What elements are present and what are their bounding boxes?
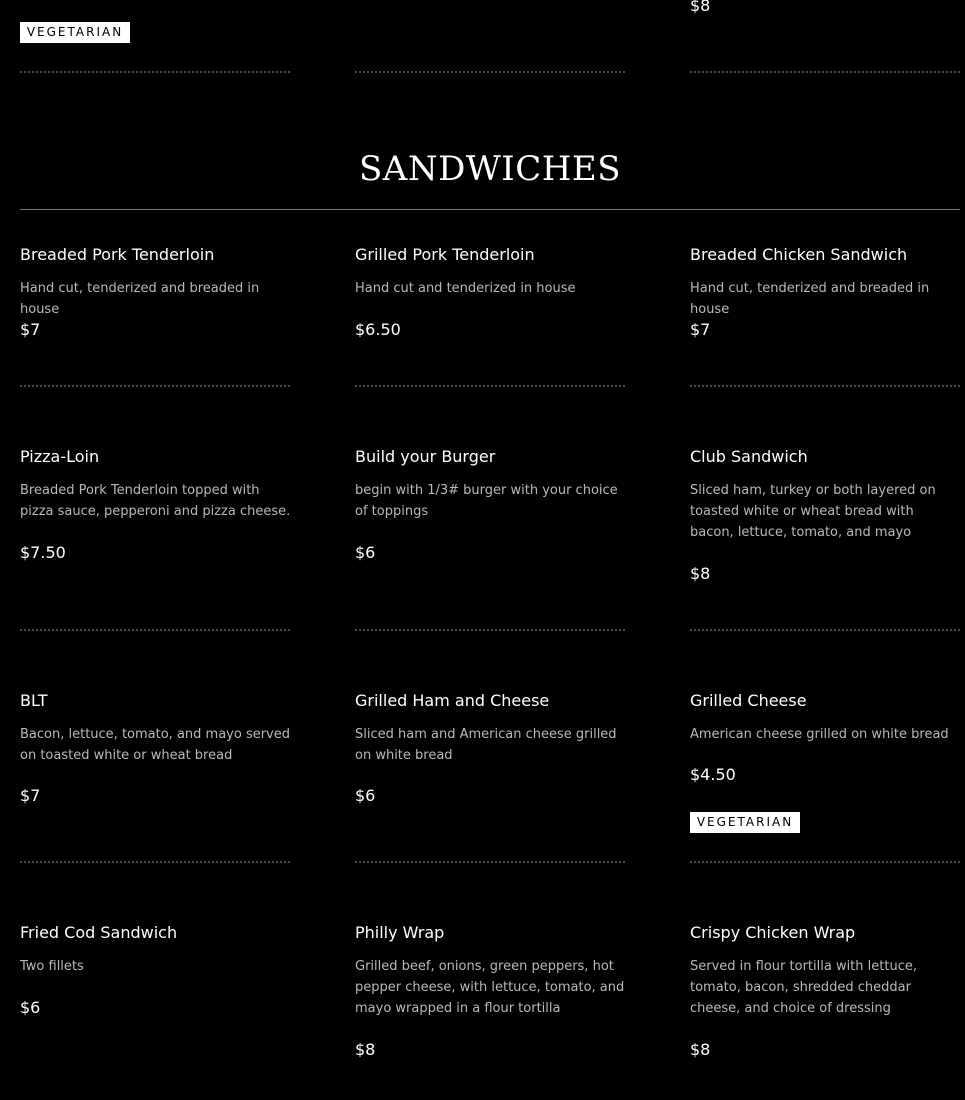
item-separator	[690, 629, 960, 631]
item-price: $4.50	[690, 765, 736, 784]
item-name: Grilled Ham and Cheese	[355, 691, 550, 710]
vegetarian-badge: VEGETARIAN	[20, 22, 130, 43]
item-separator	[355, 71, 625, 73]
item-separator	[355, 861, 625, 863]
item-name: Crispy Chicken Wrap	[690, 923, 856, 942]
item-separator	[20, 385, 290, 387]
item-price: $8	[355, 1040, 376, 1059]
item-description: Served in flour tortilla with lettuce, tomato, bacon, shredded cheddar cheese, and choice of dressing	[690, 959, 917, 1016]
section-divider	[20, 209, 960, 210]
item-separator	[690, 71, 960, 73]
vegetarian-badge: VEGETARIAN	[690, 812, 800, 833]
item-name: Club Sandwich	[690, 447, 808, 466]
item-name: Pizza-Loin	[20, 447, 100, 466]
item-description: Sliced ham and American cheese grilled on white bread	[355, 727, 617, 763]
item-price: $7	[20, 320, 41, 339]
item-name: Breaded Chicken Sandwich	[690, 245, 908, 264]
item-price: $6.50	[355, 320, 401, 339]
item-description: Bacon, lettuce, tomato, and mayo served on toasted white or wheat bread	[20, 727, 290, 763]
item-separator	[690, 385, 960, 387]
item-price: $7	[20, 786, 41, 805]
item-name: Fried Cod Sandwich	[20, 923, 178, 942]
item-separator	[20, 861, 290, 863]
item-description: Hand cut, tenderized and breaded in house	[690, 281, 930, 317]
item-price: $6	[355, 786, 376, 805]
item-separator	[690, 861, 960, 863]
item-name: Build your Burger	[355, 447, 496, 466]
item-description: Grilled beef, onions, green peppers, hot pepper cheese, with lettuce, tomato, and mayo wrapped in a flour tortilla	[355, 959, 625, 1016]
item-description: Two fillets	[20, 959, 84, 974]
item-price: $8	[690, 0, 711, 15]
item-name: Philly Wrap	[355, 923, 445, 942]
item-separator	[355, 629, 625, 631]
item-description: American cheese grilled on white bread	[690, 727, 949, 742]
item-price: $7	[690, 320, 711, 339]
item-description: Breaded Pork Tenderloin topped with pizza sauce, pepperoni and pizza cheese.	[20, 483, 291, 519]
item-description: begin with 1/3# burger with your choice of toppings	[355, 483, 618, 519]
item-description: Hand cut and tenderized in house	[355, 281, 576, 296]
item-separator	[355, 385, 625, 387]
item-separator	[20, 71, 290, 73]
item-price: $6	[20, 998, 41, 1017]
item-name: Grilled Cheese	[690, 691, 807, 710]
section-title: SANDWICHES	[358, 149, 621, 189]
item-price: $6	[355, 543, 376, 562]
item-description: Sliced ham, turkey or both layered on toasted white or wheat bread with bacon, lettuce, tomato, and mayo	[690, 483, 936, 540]
item-price: $8	[690, 1040, 711, 1059]
item-separator	[20, 629, 290, 631]
item-price: $7.50	[20, 543, 66, 562]
item-name: Breaded Pork Tenderloin	[20, 245, 215, 264]
item-name: Grilled Pork Tenderloin	[355, 245, 535, 264]
item-name: BLT	[20, 691, 48, 710]
item-description: Hand cut, tenderized and breaded in house	[20, 281, 260, 317]
item-price: $8	[690, 564, 711, 583]
